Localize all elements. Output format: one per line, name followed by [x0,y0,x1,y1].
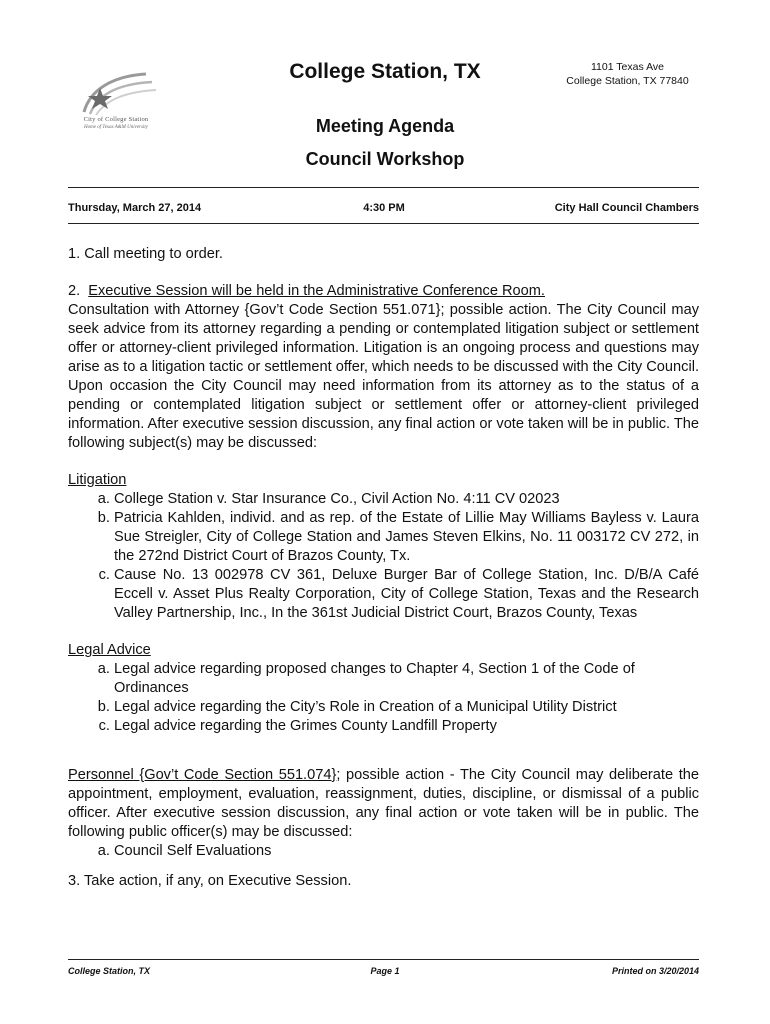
list-item: b. Patricia Kahlden, individ. and as rep. of the Estate of Lillie May Williams Bayless v. Laura Sue Streigler, City of College Station and James Steven Elkins, No. 11 003172 CV 272, in the 272nd District Court of Brazos County, Tx. [114,509,699,566]
agenda-item-2-heading [68,282,699,301]
executive-session-description: Consultation with Attorney {Gov’t Code Section 551.071}; possible action. The City Council may seek advice from its attorney regarding a pending or contemplated litigation subject or settlement offer or attorney-client privileged information. Litigation is an ongoing process and questions may arise as to a litigation tactic or settlement offer, which needs to be discussed with the City Council. Upon occasion the City Council may need information from its attorney as to the status of a pending or contemplated litigation subject or settlement offer or attorney-client privileged information. After executive session discussion, any final action or vote taken will be in public. The following subject(s) may be discussed: [68,302,699,451]
agenda-item-3: 3. Take action, if any, on Executive Session. [68,873,352,889]
address-block [540,60,715,88]
header-divider-bottom [68,223,699,224]
address-street: 1101 Texas Ave [591,61,664,73]
legal-advice-list [68,660,699,736]
logo-tagline: Home of Texas A&M University [84,125,148,130]
agenda-item-1: 1. Call meeting to order. [68,246,223,262]
executive-session-heading: Executive Session will be held in the Administrative Conference Room. [88,283,545,299]
meeting-date: Thursday, March 27, 2014 [68,202,202,214]
footer-city: College Station, TX [68,966,151,976]
print-date: Printed on 3/20/2014 [611,966,699,976]
list-item: a. College Station v. Star Insurance Co., Civil Action No. 4:11 CV 02023 [114,490,699,509]
workshop-title: Council Workshop [305,149,465,169]
meeting-location: City Hall Council Chambers [554,202,699,214]
litigation-heading: Litigation [68,472,127,488]
logo-text: City of College Station [83,116,149,123]
personnel-heading: Personnel {Gov’t Code Section 551.074} [68,767,337,783]
header-divider-top [68,187,699,188]
page-number: Page 1 [370,966,400,976]
footer-divider [68,959,699,960]
list-item: c. Cause No. 13 002978 CV 361, Deluxe Burger Bar of College Station, Inc. D/B/A Café Eccell v. Asset Plus Realty Corporation, City of College Station, Texas and the Research Valley Partnership, Inc., In the 361st Judicial District Court, Brazos County, Texas [114,566,699,623]
list-item: a. Council Self Evaluations [114,842,699,861]
address-city: College Station, TX 77840 [566,75,689,87]
meeting-time: 4:30 PM [363,202,405,214]
agenda-title: Meeting Agenda [315,116,455,136]
list-item: c. Legal advice regarding the Grimes County Landfill Property [114,717,699,736]
list-item: b. Legal advice regarding the City’s Role in Creation of a Municipal Utility District [114,698,699,717]
page-title: College Station, TX [289,60,481,83]
list-item: a. Legal advice regarding proposed changes to Chapter 4, Section 1 of the Code of Ordinances [114,660,699,698]
personnel-paragraph [68,766,699,842]
personnel-description: ; possible action - The City Council may deliberate the appointment, employment, evaluation, reassignment, duties, discipline, or dismissal of a public officer. After executive session discussion, any final action or vote taken will be in public. The following public officer(s) may be discussed: [68,767,699,840]
agenda-body [68,245,699,891]
personnel-list [68,842,699,861]
litigation-list [68,490,699,623]
agenda-item-2-number: 2. [68,283,89,299]
legal-advice-heading: Legal Advice [68,642,151,658]
